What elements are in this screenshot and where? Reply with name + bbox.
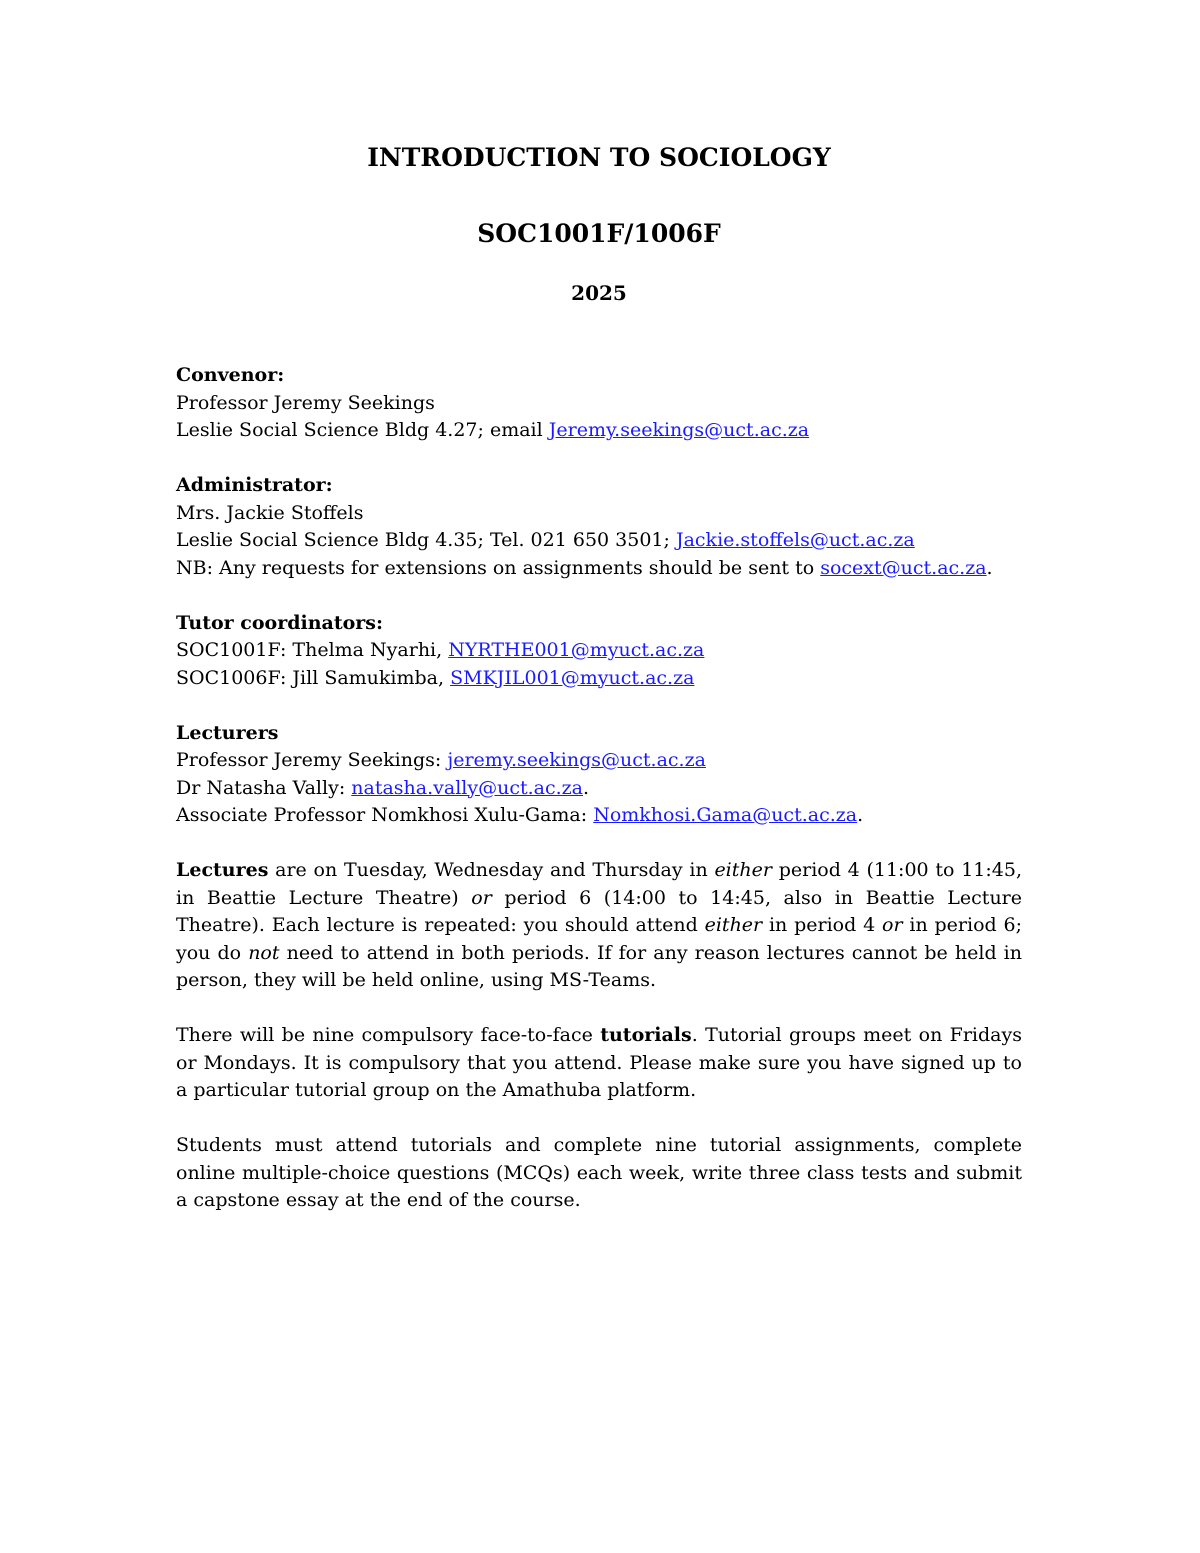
extensions-note bbox=[176, 555, 1022, 583]
administrator-email-link[interactable]: Jackie.stoffels@uct.ac.za bbox=[675, 529, 915, 551]
lecturer-name: Associate Professor Nomkhosi Xulu-Gama: bbox=[176, 804, 594, 826]
lecturer-item bbox=[176, 802, 1022, 830]
course-title: INTRODUCTION TO SOCIOLOGY bbox=[367, 143, 831, 172]
lecturers-heading: Lecturers bbox=[176, 721, 279, 744]
lecturer-item bbox=[176, 747, 1022, 775]
lecturer-email-link[interactable]: jeremy.seekings@uct.ac.za bbox=[447, 749, 706, 771]
tutor-coordinator-item bbox=[176, 637, 1022, 665]
lectures-emphasis: either bbox=[704, 914, 763, 936]
lectures-text: in period 4 bbox=[762, 914, 883, 936]
assessment-paragraph: Students must attend tutorials and complete nine tutorial assignments, complete online multiple-choice questions (MCQs) each week, write three class tests and submit a capstone essay at the end of the course. bbox=[176, 1134, 1022, 1211]
lectures-text: are on Tuesday, Wednesday and Thursday in bbox=[268, 859, 715, 881]
tutor-coordinator-item bbox=[176, 665, 1022, 693]
lectures-text: need to attend in both periods. If for any reason lectures cannot be held in person, they will be held online, using MS-Teams. bbox=[176, 941, 1023, 991]
lecturer-name: Dr Natasha Vally: bbox=[176, 776, 352, 799]
tutor-coordinator-email-link[interactable]: NYRTHE001@myuct.ac.za bbox=[448, 639, 705, 661]
document-body bbox=[176, 362, 1022, 1215]
lecturer-email-link[interactable]: natasha.vally@uct.ac.za bbox=[351, 776, 583, 799]
extensions-note-end: . bbox=[986, 556, 993, 579]
lectures-emphasis: not bbox=[248, 941, 280, 964]
tutorials-text: . Tutorial groups meet on Fridays or Mondays. It is compulsory that you attend. Please make sure you have signed up to a particular tutorial group on the Amathuba platform. bbox=[176, 1024, 1022, 1101]
course-year: 2025 bbox=[571, 281, 627, 305]
tutor-coordinators-heading: Tutor coordinators: bbox=[176, 611, 384, 634]
tutor-coordinator-label: SOC1001F: Thelma Nyarhi, bbox=[176, 639, 449, 661]
convenor-contact bbox=[176, 417, 1022, 445]
convenor-office: Leslie Social Science Bldg 4.27; email bbox=[176, 419, 549, 441]
lectures-text: period 6 (14:00 to 14:45, also in Beattie Lecture Theatre). Each lecture is repeated: you should attend bbox=[176, 886, 1023, 936]
administrator-office: Leslie Social Science Bldg 4.35; Tel. 021 650 3501; bbox=[176, 529, 676, 551]
tutorials-paragraph bbox=[176, 1022, 1022, 1105]
lecturer-email-link[interactable]: Nomkhosi.Gama@uct.ac.za bbox=[593, 804, 858, 826]
lectures-emphasis: or bbox=[882, 914, 903, 936]
lecturer-name: Professor Jeremy Seekings: bbox=[176, 749, 448, 771]
lectures-emphasis: or bbox=[471, 886, 492, 909]
lecturer-suffix: . bbox=[583, 776, 590, 799]
administrator-contact bbox=[176, 527, 1022, 555]
administrator-name: Mrs. Jackie Stoffels bbox=[176, 501, 364, 524]
lectures-lead: Lectures bbox=[176, 859, 269, 881]
lectures-text: period 4 (11:00 to 11:45, in Beattie Lecture Theatre) bbox=[176, 859, 1022, 909]
lecturer-suffix: . bbox=[857, 804, 864, 826]
convenor-email-link[interactable]: Jeremy.seekings@uct.ac.za bbox=[548, 419, 810, 441]
convenor-heading: Convenor: bbox=[176, 364, 285, 386]
course-code: SOC1001F/1006F bbox=[477, 219, 721, 248]
extensions-note-text: NB: Any requests for extensions on assignments should be sent to bbox=[176, 556, 821, 579]
tutorials-text: There will be nine compulsory face-to-face bbox=[176, 1024, 601, 1046]
administrator-heading: Administrator: bbox=[176, 474, 333, 496]
tutorials-emphasis: tutorials bbox=[600, 1024, 692, 1046]
lectures-paragraph bbox=[176, 857, 1022, 995]
extensions-email-link[interactable]: socext@uct.ac.za bbox=[820, 556, 987, 579]
lecturer-item bbox=[176, 775, 1022, 803]
convenor-name: Professor Jeremy Seekings bbox=[176, 391, 435, 414]
lectures-emphasis: either bbox=[714, 859, 772, 881]
lectures-text: in period 6; you do bbox=[176, 914, 1022, 964]
tutor-coordinator-label: SOC1006F: Jill Samukimba, bbox=[176, 666, 451, 689]
tutor-coordinator-email-link[interactable]: SMKJIL001@myuct.ac.za bbox=[450, 666, 695, 689]
